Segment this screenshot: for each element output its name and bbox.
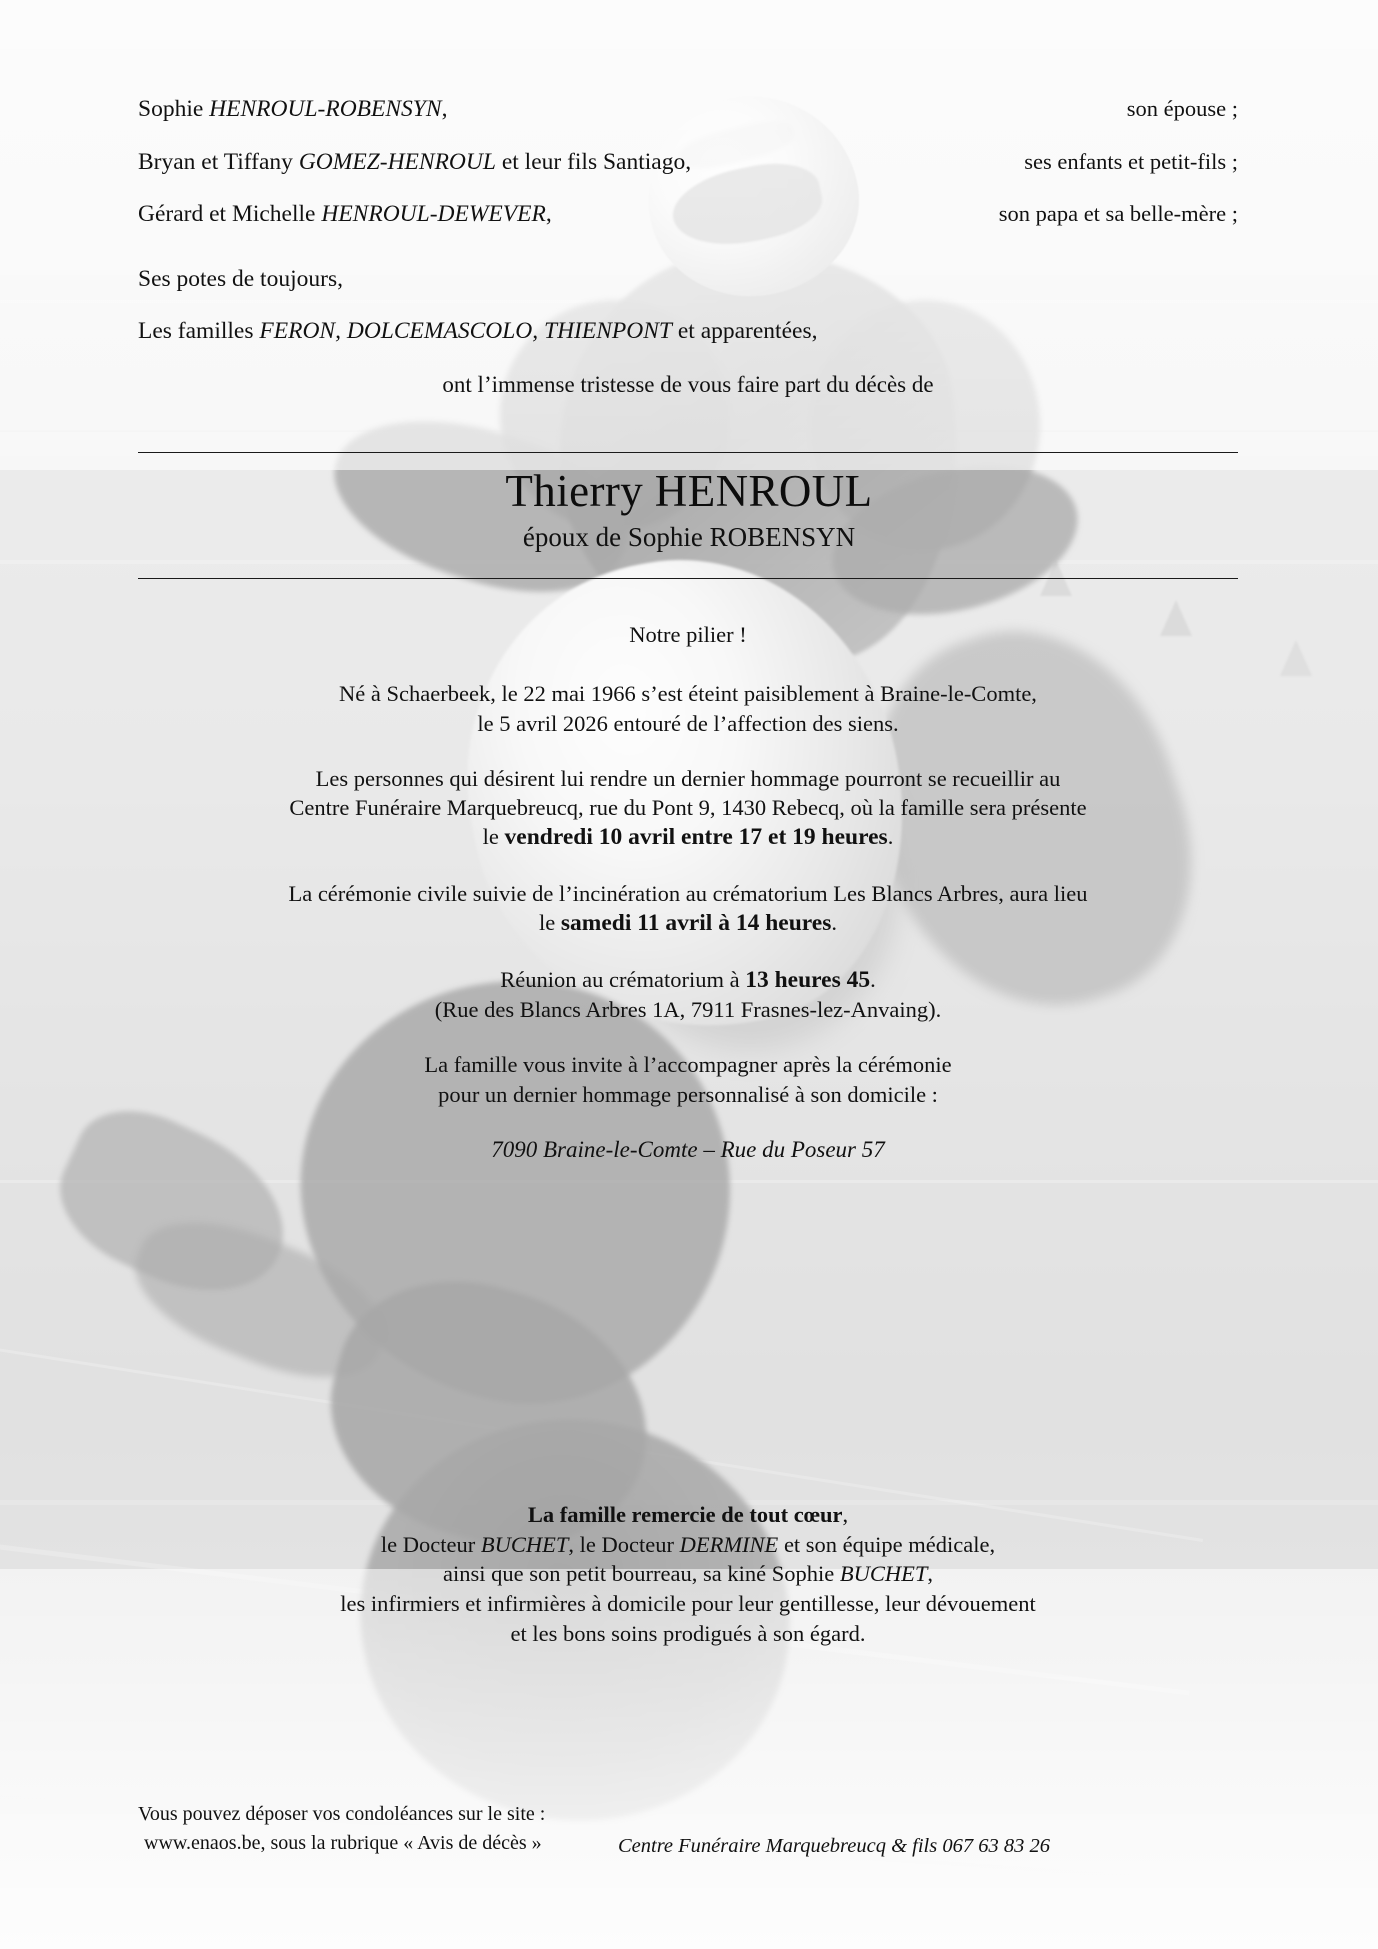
condolences-website[interactable]: www.enaos.be, sous la rubrique « Avis de décès » [144,1832,542,1854]
ceremony-prefix: le [539,910,561,936]
friends-row [138,265,1238,292]
meeting-suffix: . [870,966,876,992]
condolences-line1: Vous pouvez déposer vos condoléances sur le site : [138,1803,546,1825]
family-member-line [138,98,447,122]
families-suffix: et apparentées, [671,318,818,344]
home-address: 7090 Braine-le-Comte – Rue du Poseur 57 [491,1136,885,1162]
divider-top [138,452,1238,453]
family-tail: , [441,96,448,122]
family-member-line [138,203,552,227]
visitation-prefix: le [482,824,505,850]
announcement-row [138,98,1238,122]
thanks-line2-suffix: et son équipe médicale, [778,1531,996,1557]
invitation-line1: La famille vous invite à l’accompagner après la cérémonie [424,1052,952,1078]
visitation-line1: Les personnes qui désirent lui rendre un dernier hommage pourront se recueillir au [315,765,1061,791]
families-row [138,320,1238,344]
condolences-block [138,1800,545,1858]
families-names: FERON, DOLCEMASCOLO, THIENPONT [259,318,672,344]
family-surname: HENROUL-ROBENSYN [209,96,442,122]
thanks-physio [138,1559,1238,1589]
visitation-paragraph [138,764,1238,853]
relationship-label: son épouse ; [1126,96,1238,121]
thanks-block [138,1500,1238,1648]
ceremony-suffix: . [831,910,837,936]
thanks-line3-suffix: , [927,1561,933,1587]
meeting-time: 13 heures 45 [745,966,871,993]
ceremony-datetime: samedi 11 avril à 14 heures [560,910,832,937]
family-tail: et leur fils Santiago, [495,148,692,175]
birth-death-line2: le 5 avril 2026 entouré de l’affection des siens. [477,710,899,736]
thanks-care: et les bons soins prodigués à son égard. [510,1620,866,1646]
intro-line: ont l’immense tristesse de vous faire part du décès de [442,371,934,397]
thanks-heading [138,1500,1238,1530]
deceased-name: Thierry HENROUL [505,466,873,516]
ceremony-line1: La cérémonie civile suivie de l’incinération au crématorium Les Blancs Arbres, aura lieu [288,880,1088,906]
family-plain: Sophie [138,96,210,122]
announcement-block [138,98,1238,396]
visitation-datetime: vendredi 10 avril entre 17 et 19 heures [504,824,888,851]
families-prefix: Les familles [138,318,260,344]
family-plain: Gérard et Michelle [138,201,322,227]
family-plain: Bryan et Tiffany [138,148,299,175]
visitation-suffix: . [887,824,894,850]
announcement-row [138,148,1238,175]
thanks-heading-bold: La famille remercie de tout cœur [527,1502,843,1527]
thanks-nurses: les infirmiers et infirmières à domicile pour leur gentillesse, leur dévouement [340,1591,1036,1617]
thanks-line3-prefix: ainsi que son petit bourreau, sa kiné Sophie [443,1561,840,1587]
relationship-label: son papa et sa belle-mère ; [998,201,1238,226]
deceased-subtitle: époux de Sophie ROBENSYN [522,521,856,552]
family-tail: , [545,201,552,227]
deceased-block [0,466,1378,553]
doctor-name-2: DERMINE [679,1531,779,1557]
thanks-doctors [138,1530,1238,1560]
families-line [138,320,817,344]
divider-bottom [138,578,1238,579]
doctor-name-1: BUCHET [480,1531,569,1557]
physio-name: BUCHET [839,1561,928,1587]
birth-death-line1: Né à Schaerbeek, le 22 mai 1966 s’est éteint paisiblement à Braine-le-Comte, [339,681,1037,707]
notice-body [138,620,1238,1191]
thanks-heading-suffix: , [842,1502,849,1527]
thanks-line2-mid: , le Docteur [568,1531,680,1557]
family-surname: GOMEZ-HENROUL [298,148,496,175]
invitation-paragraph [138,1050,1238,1109]
birth-death-paragraph [138,679,1238,738]
ceremony-paragraph [138,879,1238,939]
family-member-line [138,148,692,175]
motto: Notre pilier ! [629,622,747,647]
friends-line: Ses potes de toujours, [138,265,343,292]
visitation-line2: Centre Funéraire Marquebreucq, rue du Pont 9, 1430 Rebecq, où la famille sera présente [289,795,1087,820]
meeting-paragraph [138,965,1238,1025]
family-surname: HENROUL-DEWEVER [321,201,546,227]
thanks-line2-prefix: le Docteur [380,1531,481,1557]
meeting-address: (Rue des Blancs Arbres 1A, 7911 Frasnes-lez-Anvaing). [434,997,942,1023]
invitation-line2: pour un dernier hommage personnalisé à son domicile : [438,1081,938,1107]
footer-block [138,1800,1248,1858]
meeting-prefix: Réunion au crématorium à [500,966,746,992]
relationship-label: ses enfants et petit-fils ; [1024,148,1238,174]
announcement-row [138,203,1238,227]
funeral-home-credit: Centre Funéraire Marquebreucq & fils 067 63 83 26 [618,1835,1050,1857]
